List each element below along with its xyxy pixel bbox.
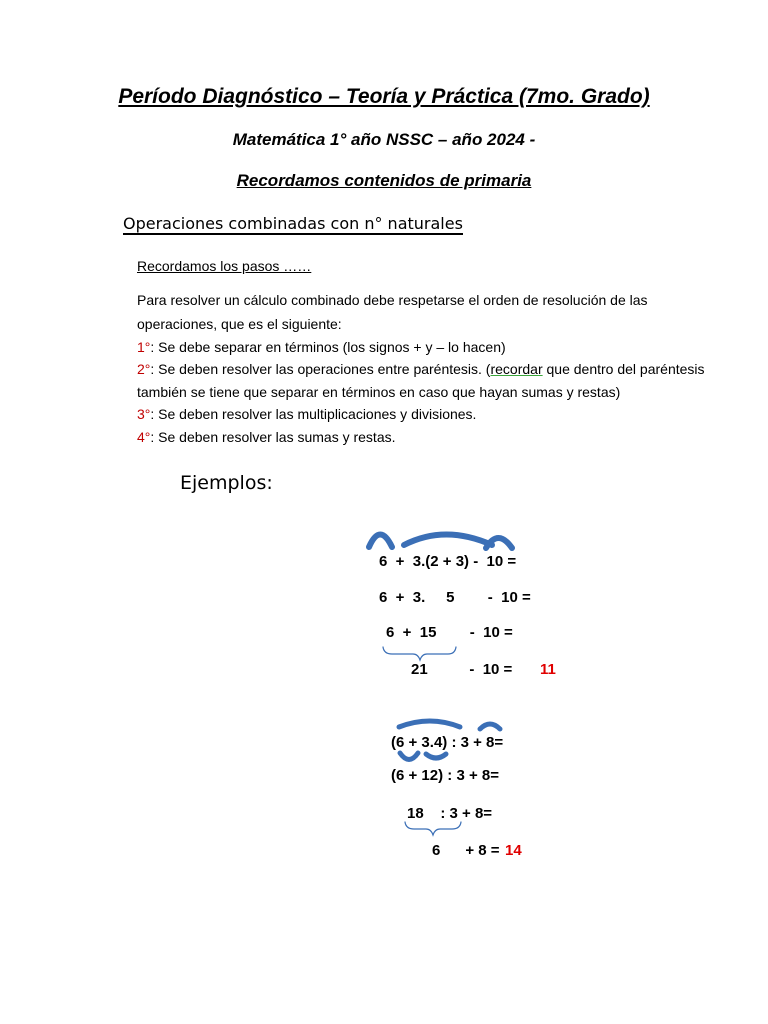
term-arc-5 bbox=[480, 724, 500, 729]
step-4-number: 4° bbox=[137, 429, 151, 445]
course-subtitle: Matemática 1° año NSSC – año 2024 - bbox=[232, 130, 536, 149]
step-4-text: : Se deben resolver las sumas y restas. bbox=[150, 429, 396, 445]
ex1-result: 11 bbox=[540, 661, 556, 678]
step-3-number: 3° bbox=[137, 406, 151, 422]
term-arc-2 bbox=[404, 535, 492, 546]
ex2-line-1: (6 + 3.4) : 3 + 8= bbox=[391, 734, 504, 751]
step-1-number: 1° bbox=[137, 339, 151, 355]
topic-subtitle: Recordamos contenidos de primaria bbox=[236, 171, 532, 190]
term-arc-3 bbox=[486, 538, 512, 548]
steps-title: Recordamos los pasos …… bbox=[137, 258, 312, 274]
step-2-number: 2° bbox=[137, 361, 151, 377]
term-arc-1 bbox=[369, 535, 392, 548]
step-2-text-a: : Se deben resolver las operaciones entre paréntesis. ( bbox=[150, 361, 491, 377]
ex1-line-2: 6 + 3. 5 - 10 = bbox=[379, 589, 531, 606]
step-2-line-2: también se tiene que separar en términos en caso que hayan sumas y restas) bbox=[137, 384, 621, 400]
examples-heading: Ejemplos: bbox=[180, 472, 273, 494]
ex1-line-3: 6 + 15 - 10 = bbox=[386, 624, 513, 641]
ex2-line-2: (6 + 12) : 3 + 8= bbox=[391, 767, 499, 784]
step-2-text-b: que dentro del paréntesis bbox=[542, 361, 705, 377]
ex1-line-1: 6 + 3.(2 + 3) - 10 = bbox=[379, 553, 517, 570]
ex2-result: 14 bbox=[505, 842, 522, 859]
ex2-line-4: 6 + 8 = bbox=[432, 842, 500, 859]
ex1-line-4: 21 - 10 = bbox=[411, 661, 513, 678]
section-heading: Operaciones combinadas con n° naturales bbox=[123, 214, 463, 233]
step-3-text: : Se deben resolver las multiplicaciones y divisiones. bbox=[150, 406, 477, 422]
sum-bracket-1 bbox=[383, 647, 456, 660]
ex2-line-3: 18 : 3 + 8= bbox=[407, 805, 493, 822]
term-arc-7 bbox=[426, 754, 446, 758]
term-arc-4 bbox=[399, 721, 460, 727]
intro-line-1: Para resolver un cálculo combinado debe respetarse el orden de resolución de las bbox=[137, 292, 648, 308]
intro-line-2: operaciones, que es el siguiente: bbox=[137, 316, 342, 332]
step-1-text: : Se debe separar en términos (los signos + y – lo hacen) bbox=[150, 339, 506, 355]
page-title: Período Diagnóstico – Teoría y Práctica (7mo. Grado) bbox=[118, 85, 650, 108]
term-arc-6 bbox=[400, 753, 418, 760]
div-bracket-2 bbox=[405, 822, 461, 835]
step-2-recordar: recordar bbox=[490, 361, 543, 377]
